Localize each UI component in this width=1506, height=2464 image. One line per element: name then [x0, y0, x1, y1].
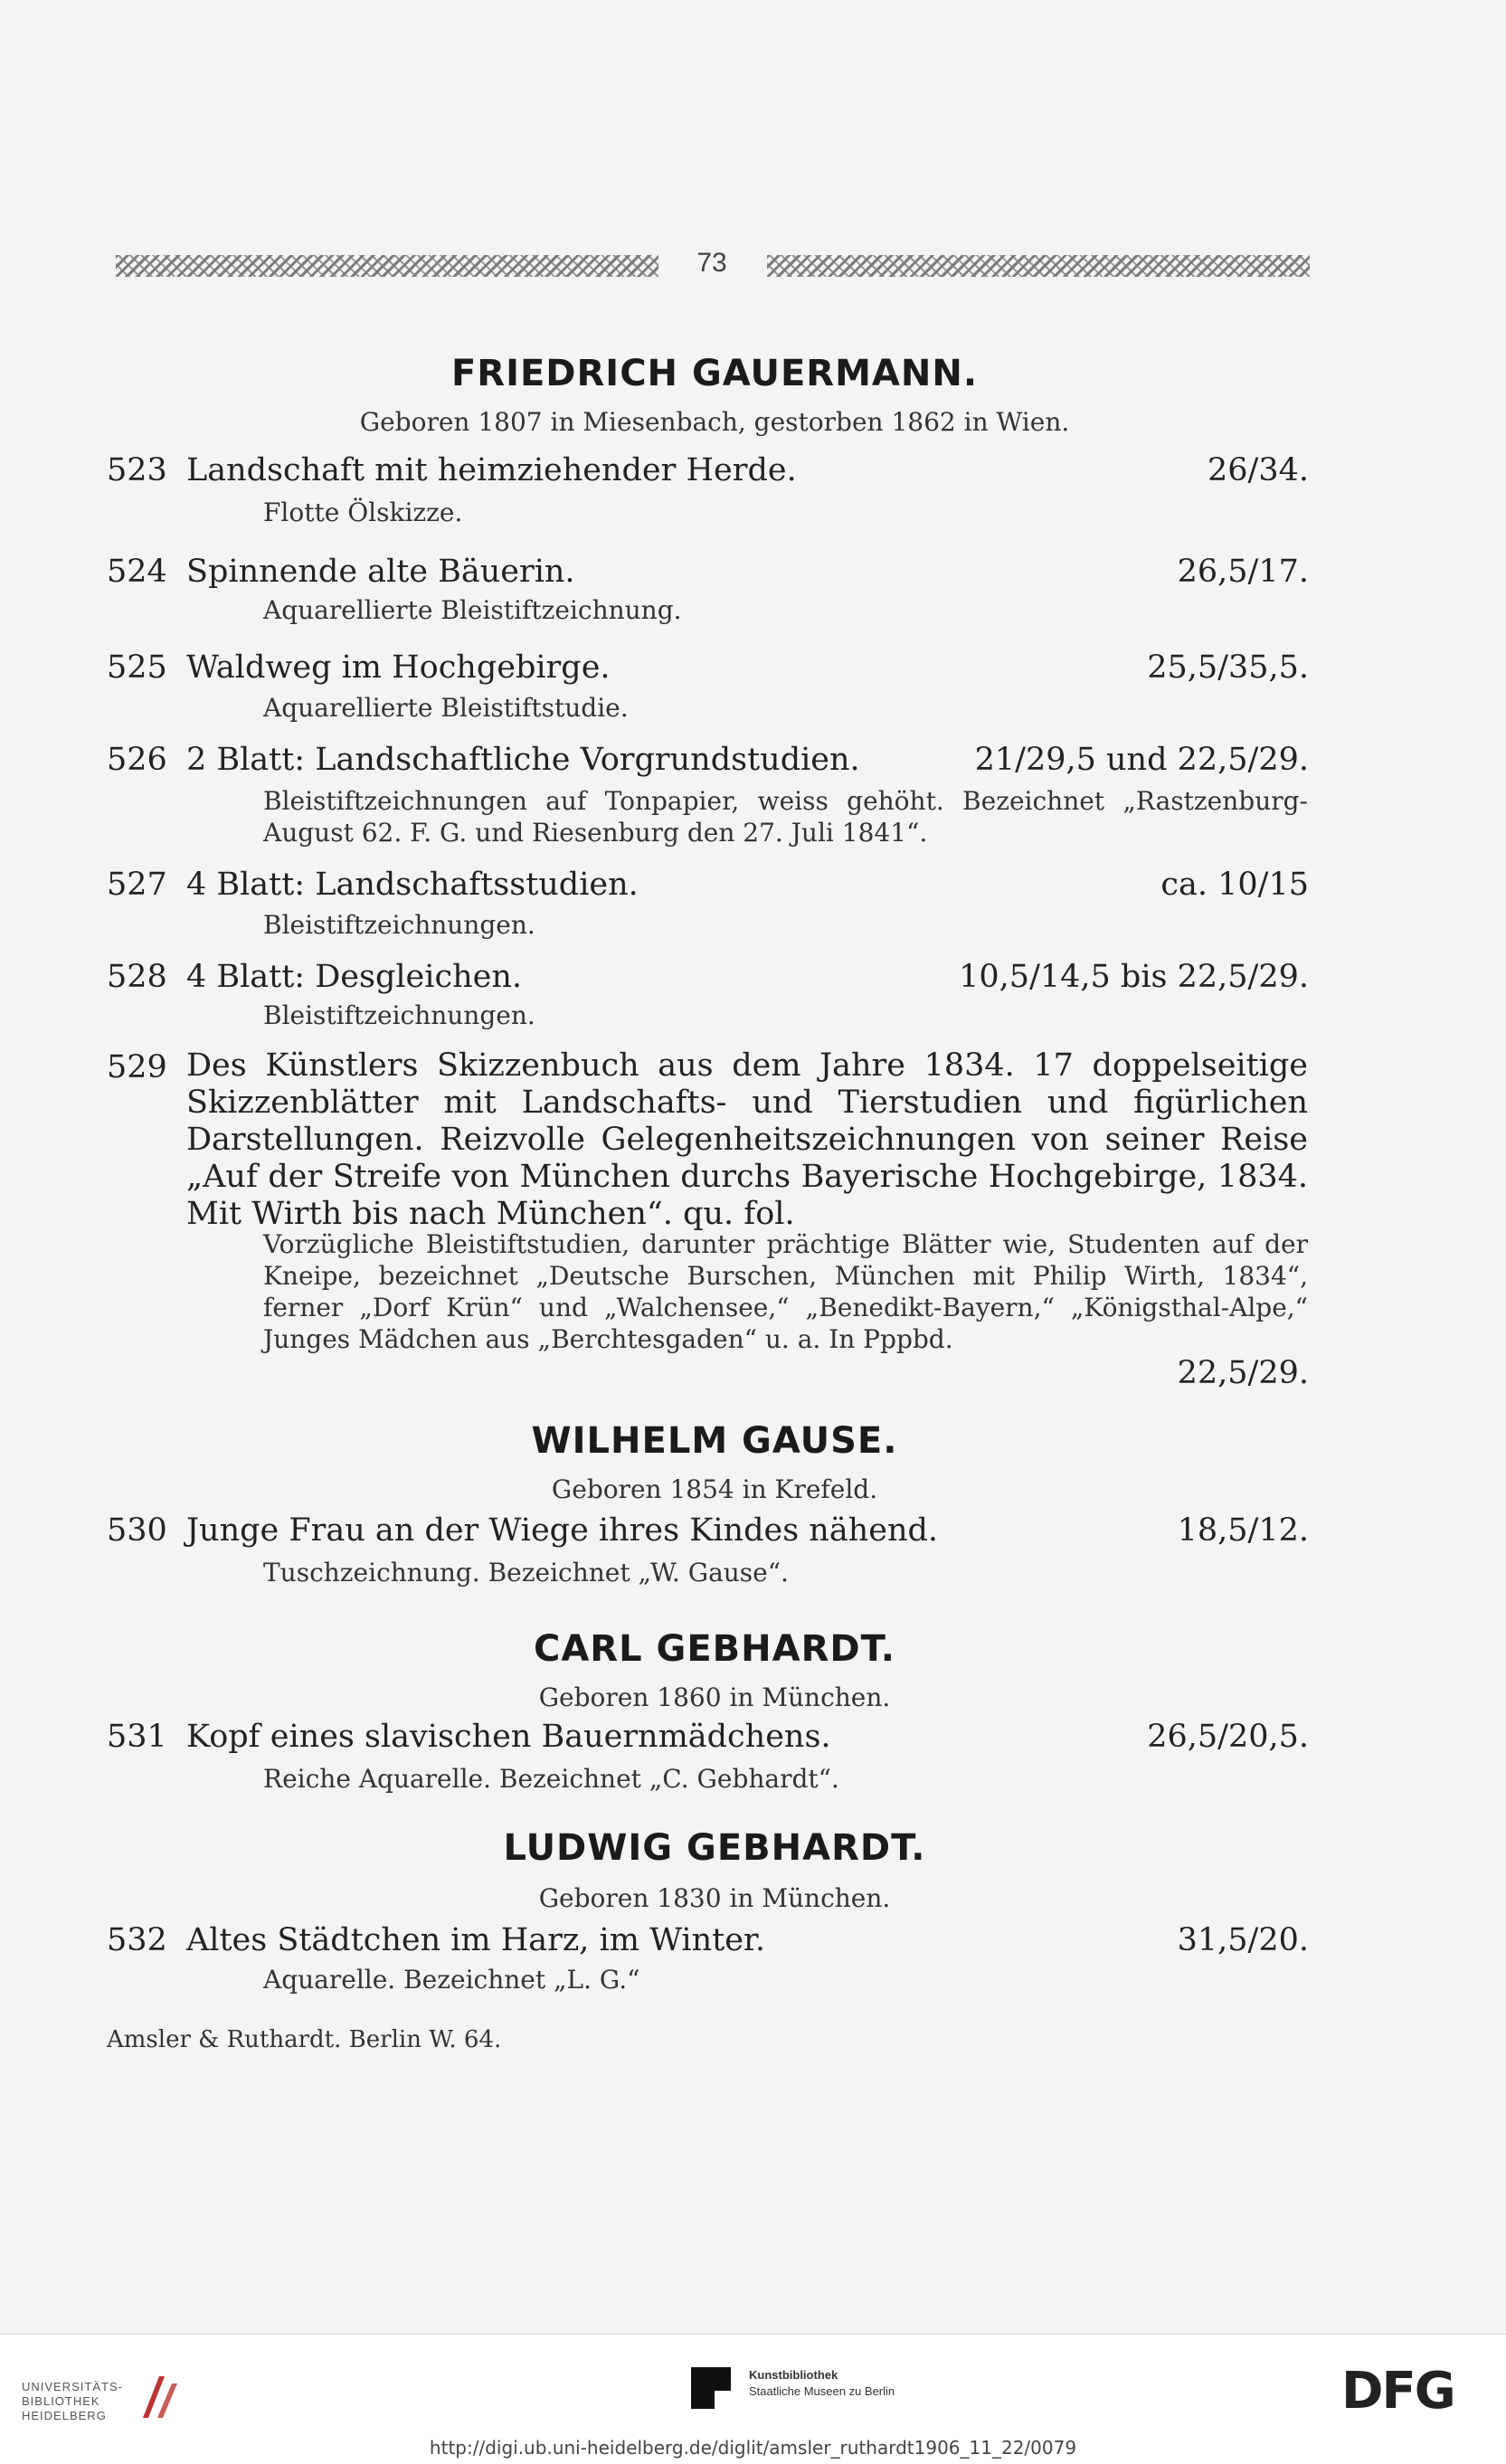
lot-title: Spinnende alte Bäuerin. — [186, 554, 575, 590]
university-line: HEIDELBERG — [22, 2409, 107, 2422]
lot-size: 21/29,5 und 22,5/29. — [974, 742, 1309, 778]
artist-heading: CARL GEBHARDT. — [533, 1628, 895, 1670]
lot-title: 2 Blatt: Landschaftliche Vorgrundstudien. — [186, 742, 860, 778]
artist-born: Geboren 1807 in Miesenbach, gestorben 1862 in Wien. — [359, 407, 1070, 437]
lot-description: Tuschzeichnung. Bezeichnet „W. Gause“. — [263, 1558, 789, 1587]
dfg-logo: DFG — [1341, 2362, 1454, 2421]
lot-size: 26,5/20,5. — [1147, 1719, 1309, 1755]
artist-born: Geboren 1854 in Krefeld. — [551, 1474, 878, 1504]
lot-size: 18,5/12. — [1177, 1512, 1309, 1549]
digitization-footer — [0, 2334, 1506, 2464]
lot-title: Des Künstlers Skizzenbuch aus dem Jahre 1834. 17 doppelseitige Skizzenblätter mit Landschafts- und Tierstudien und figürlichen Darstellungen. Reizvolle Gelegenheitszeichnungen von seiner Reise „Auf der Streife von München durchs Bayerische Hochgebirge, 1834. Mit Wirth bis nach München“. qu. fol. — [186, 1047, 1308, 1232]
artist-heading: FRIEDRICH GAUERMANN. — [450, 353, 979, 394]
kunstbibliothek-label — [749, 2367, 895, 2400]
artist-heading: WILHELM GAUSE. — [531, 1420, 898, 1462]
page-number: 73 — [696, 248, 727, 278]
lot-title: 4 Blatt: Desgleichen. — [186, 959, 522, 995]
lot-title: 4 Blatt: Landschaftsstudien. — [186, 867, 639, 903]
lot-description: Flotte Ölskizze. — [263, 498, 463, 527]
artist-born: Geboren 1860 in München. — [538, 1682, 891, 1712]
lot-number: 523 — [107, 452, 167, 488]
lot-description: Aquarellierte Bleistiftstudie. — [263, 693, 629, 723]
lot-description: Bleistiftzeichnungen auf Tonpapier, weiss gehöht. Bezeichnet „Rastzenburg-August 62. F. G. und Riesenburg den 27. Juli 1841“. — [263, 786, 1308, 848]
lot-title: Waldweg im Hochgebirge. — [186, 649, 611, 686]
printer-imprint: Amsler & Ruthardt. Berlin W. 64. — [107, 2026, 502, 2053]
lot-size: 22,5/29. — [1177, 1355, 1309, 1391]
lot-number: 528 — [107, 959, 167, 995]
kunstbibliothek-subtitle: Staatliche Museen zu Berlin — [749, 2384, 895, 2398]
lot-number: 532 — [107, 1922, 167, 1958]
lot-number: 524 — [107, 554, 167, 590]
lot-description: Reiche Aquarelle. Bezeichnet „C. Gebhardt“. — [263, 1764, 839, 1794]
lot-size: 26,5/17. — [1177, 554, 1309, 590]
lot-title: Altes Städtchen im Harz, im Winter. — [186, 1922, 765, 1958]
lot-number: 529 — [107, 1049, 167, 1085]
lot-number: 527 — [107, 867, 167, 903]
page-header — [116, 246, 1310, 291]
ornament-border-right — [767, 255, 1310, 277]
university-line: BIBLIOTHEK — [22, 2394, 100, 2408]
lot-number: 530 — [107, 1512, 167, 1549]
kunstbibliothek-logo-icon — [687, 2364, 734, 2412]
lot-description: Bleistiftzeichnungen. — [263, 1000, 535, 1030]
ornament-border-left — [116, 255, 658, 277]
artist-heading: LUDWIG GEBHARDT. — [503, 1827, 926, 1869]
lot-size: ca. 10/15 — [1160, 867, 1309, 903]
source-url[interactable]: http://digi.ub.uni-heidelberg.de/diglit/amsler_ruthardt1906_11_22/0079 — [429, 2437, 1077, 2459]
artist-born: Geboren 1830 in München. — [538, 1883, 891, 1913]
lot-size: 10,5/14,5 bis 22,5/29. — [959, 959, 1309, 995]
university-library-label — [22, 2380, 123, 2423]
lot-title: Landschaft mit heimziehender Herde. — [186, 452, 797, 488]
lot-number: 526 — [107, 742, 167, 778]
kunstbibliothek-name: Kunstbibliothek — [749, 2368, 838, 2382]
lot-description: Bleistiftzeichnungen. — [263, 910, 535, 940]
lot-size: 25,5/35,5. — [1147, 649, 1309, 686]
university-logo-icon — [137, 2371, 183, 2423]
lot-title: Kopf eines slavischen Bauernmädchens. — [186, 1719, 831, 1755]
lot-number: 531 — [107, 1719, 167, 1755]
lot-description: Aquarellierte Bleistiftzeichnung. — [263, 595, 682, 625]
university-line: UNIVERSITÄTS- — [22, 2380, 123, 2393]
lot-size: 26/34. — [1208, 452, 1309, 488]
lot-title: Junge Frau an der Wiege ihres Kindes nähend. — [186, 1512, 939, 1549]
lot-description: Vorzügliche Bleistiftstudien, darunter prächtige Blätter wie, Studenten auf der Kneipe, bezeichnet „Deutsche Burschen, München mit Philip Wirth, 1834“, ferner „Dorf Krün“ und „Walchensee,“ „Benedikt-Bayern,“ „Königsthal-Alpe,“ Junges Mädchen aus „Berchtesgaden“ u. a. In Pppbd. — [263, 1229, 1308, 1354]
lot-number: 525 — [107, 649, 167, 686]
lot-description: Aquarelle. Bezeichnet „L. G.“ — [263, 1965, 640, 1995]
lot-size: 31,5/20. — [1177, 1922, 1309, 1958]
